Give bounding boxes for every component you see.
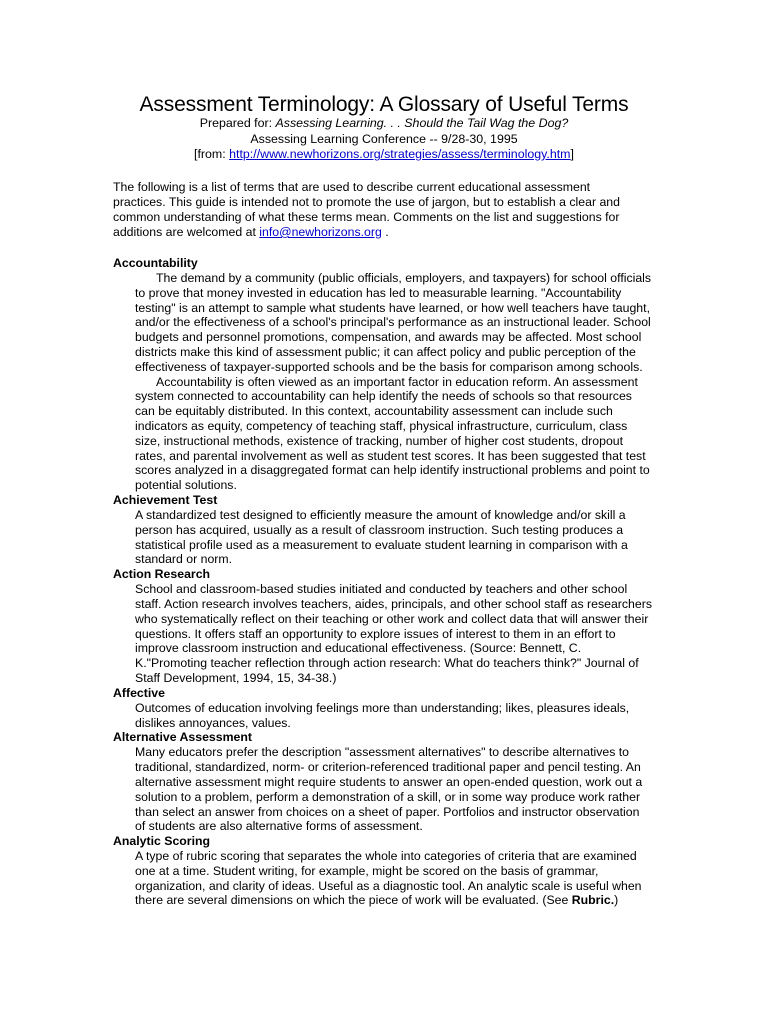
term-achievement-test: Achievement Test [113,492,218,507]
glossary-list [113,256,653,908]
intro-end: . [381,225,389,239]
definition-accountability-p1: The demand by a community (public officials, employers, and taxpayers) for school officials to prove that money invested in education has led to measurable learning. "Accountability testing" is an attempt to sample what students have learned, or how well teachers have taught, and/or the effectiveness of a school's principal's performance as an instructional leader. School budgets and personnel promotions, compensation, and awards may be affected. Most school districts make this kind of assessment public; it can affect policy and public perception of the effectiveness of taxpayer-supported schools and be the basis for comparison among schools. [135,271,652,374]
page-title: Assessment Terminology: A Glossary of Useful Terms [139,93,629,116]
term-alternative-assessment: Alternative Assessment [113,730,252,745]
rubric-reference: Rubric. [571,893,615,908]
definition-affective: Outcomes of education involving feelings more than understanding; likes, pleasures ideals, dislikes annoyances, values. [135,700,630,730]
term-action-research: Action Research [113,567,211,582]
term-affective: Affective [113,685,165,700]
definition-alternative-assessment: Many educators prefer the description "assessment alternatives" to describe alternatives to traditional, standardized, norm- or criterion-referenced traditional paper and pencil testing. An alternative assessment might require students to answer an open-ended question, work out a solution to a problem, perform a demonstration of a skill, or in some way produce work rather than select an answer from choices on a sheet of paper. Portfolios and instructor observation of students are also alternative forms of assessment. [135,745,643,834]
source-open: [from: [194,147,230,161]
definition-action-research: School and classroom-based studies initiated and conducted by teachers and other school staff. Action research involves teachers, aides, principals, and other school staff as researchers who systematically reflect on their teaching or other work and collect data that will answer their questions. It offers staff an opportunity to explore issues of interest to them in an effort to improve classroom instruction and educational effectiveness. (Source: Bennett, C. K."Promoting teacher reflection through action research: What do teachers think?" Journal of Staff Development, 1994, 15, 34-38.) [135,582,652,685]
source-close: ] [570,147,574,161]
source-line [0,147,768,162]
definition-accountability-p2: Accountability is often viewed as an important factor in education reform. An assessment system connected to accountability can help identify the needs of schools so that resources can be equitably distributed. In this context, accountability assessment can include such indicators as equity, competency of teaching staff, physical infrastructure, curriculum, class size, instructional methods, existence of tracking, number of higher cost students, dropout rates, and parental involvement as well as student test scores. It has been suggested that test scores analyzed in a disaggregated format can help identify instructional problems and point to potential solutions. [135,374,650,493]
definition-analytic-scoring-text: A type of rubric scoring that separates the whole into categories of criteria that are examined one at a time. Student writing, for example, might be scored on the basis of grammar, organization, and clarity of ideas. Useful as a diagnostic tool. An analytic scale is useful when there are several dimensions on which the piece of work will be evaluated. (See [135,849,642,908]
definition-analytic-scoring-end: ) [614,893,619,908]
term-accountability: Accountability [113,256,198,270]
term-analytic-scoring: Analytic Scoring [113,834,211,849]
email-link[interactable]: info@newhorizons.org [259,225,382,239]
prepared-for-title: Assessing Learning. . . Should the Tail Wag the Dog? [275,116,569,130]
definition-achievement-test: A standardized test designed to efficiently measure the amount of knowledge and/or skill a person has acquired, usually as a result of classroom instruction. Such testing produces a statistical profile used as a measurement to evaluate student learning in comparison with a standard or norm. [135,507,628,567]
intro-paragraph [113,180,643,240]
source-link[interactable]: http://www.newhorizons.org/strategies/assess/terminology.htm [229,147,571,161]
prepared-for-line [0,116,768,131]
conference-line: Assessing Learning Conference -- 9/28-30, 1995 [250,132,518,146]
definition-analytic-scoring [135,849,653,908]
prepared-prefix: Prepared for: [199,116,276,130]
intro-text: The following is a list of terms that are used to describe current educational assessment practices. This guide is intended not to promote the use of jargon, but to establish a clear and common understanding of what these terms mean. Comments on the list and suggestions for additions are welcomed at [113,180,620,239]
